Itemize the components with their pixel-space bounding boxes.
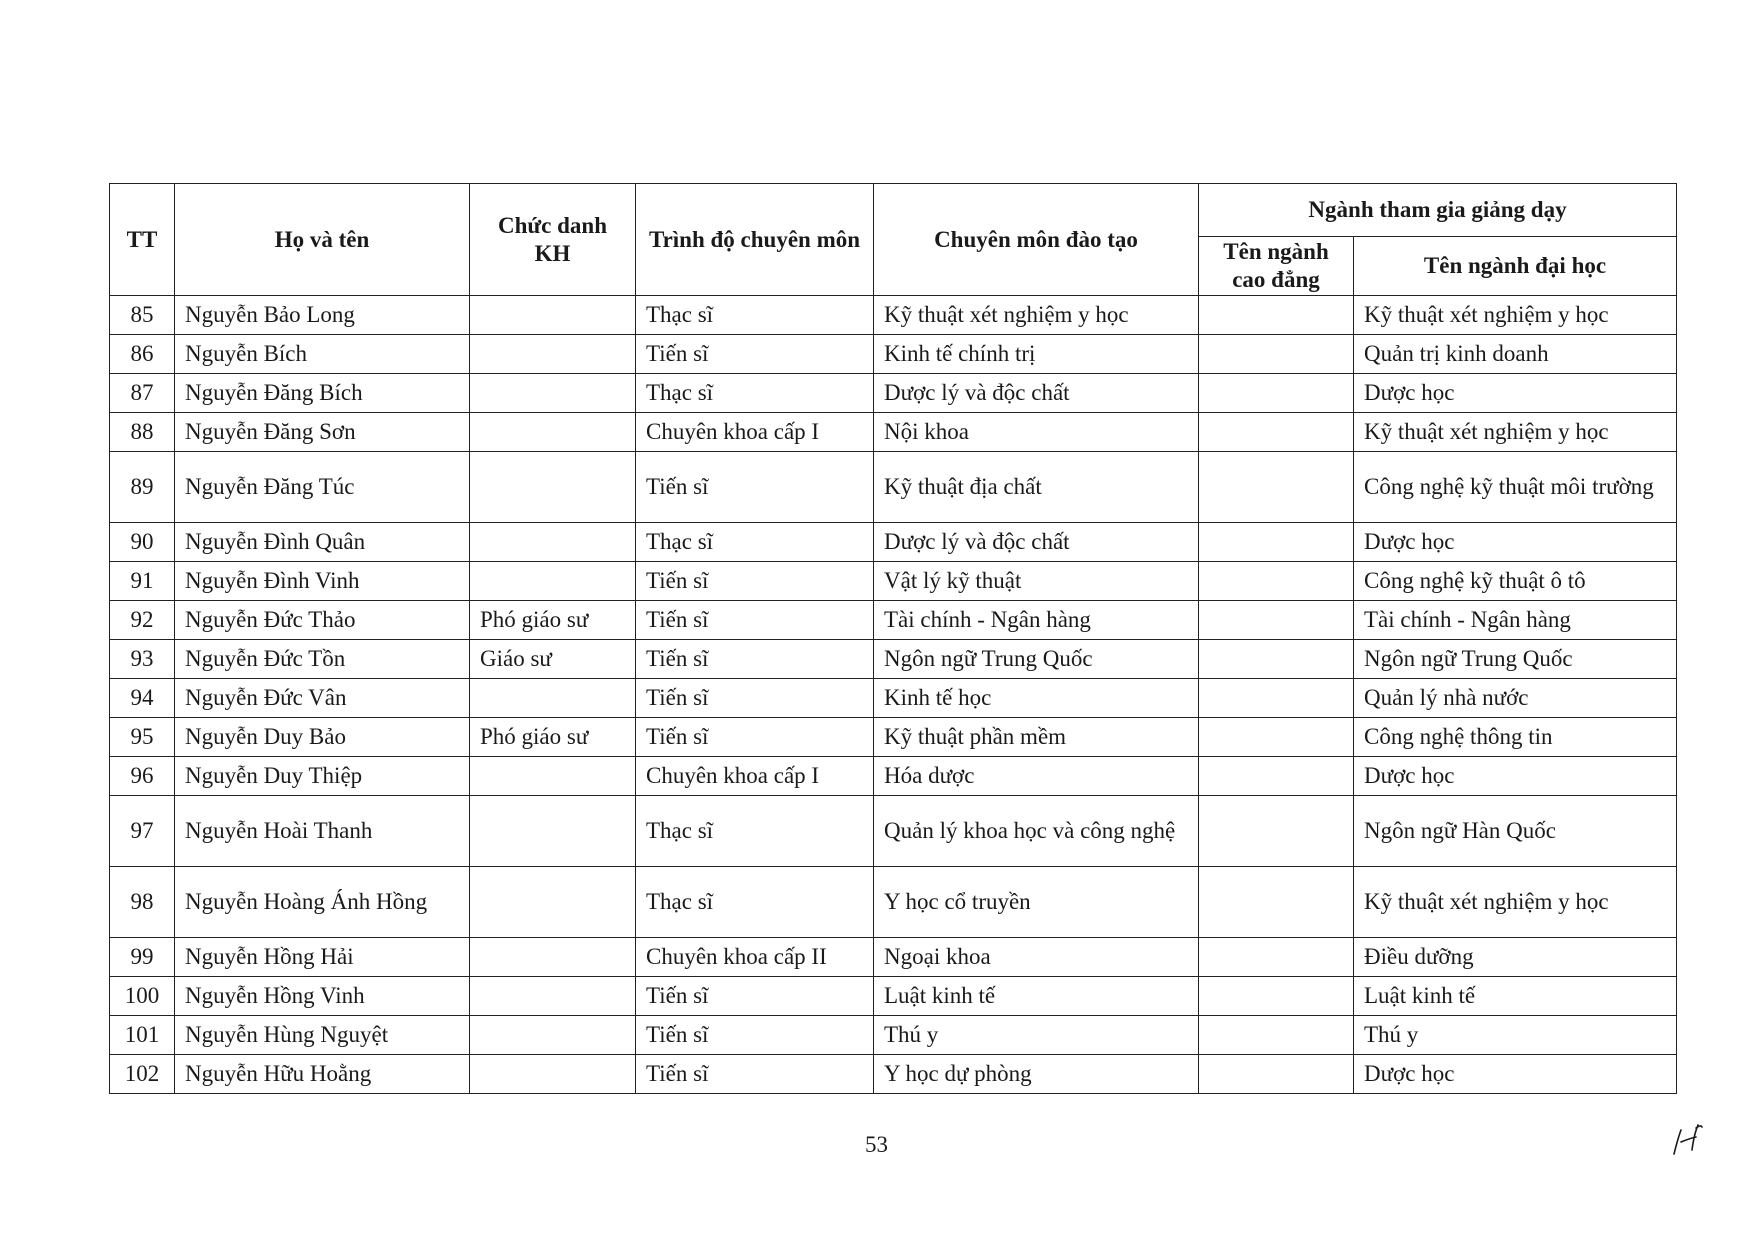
table-row [110,374,1677,413]
table-row [110,413,1677,452]
cell-university-major: Kỹ thuật xét nghiệm y học [1354,413,1677,452]
cell-academic-title [470,867,636,938]
table-row [110,796,1677,867]
header-specialty: Chuyên môn đào tạo [874,184,1199,296]
cell-academic-title [470,374,636,413]
cell-tt: 95 [110,718,175,757]
table-body [110,296,1677,1094]
cell-tt: 92 [110,601,175,640]
cell-degree: Thạc sĩ [636,296,874,335]
table-row [110,452,1677,523]
cell-university-major: Ngôn ngữ Trung Quốc [1354,640,1677,679]
cell-tt: 96 [110,757,175,796]
cell-name: Nguyễn Duy Thiệp [175,757,470,796]
cell-degree: Tiến sĩ [636,1055,874,1094]
cell-college-major [1199,679,1354,718]
cell-college-major [1199,1055,1354,1094]
cell-specialty: Nội khoa [874,413,1199,452]
cell-specialty: Kỹ thuật phần mềm [874,718,1199,757]
cell-college-major [1199,977,1354,1016]
cell-academic-title: Phó giáo sư [470,601,636,640]
cell-college-major [1199,413,1354,452]
cell-university-major: Dược học [1354,374,1677,413]
cell-degree: Thạc sĩ [636,523,874,562]
cell-specialty: Kinh tế chính trị [874,335,1199,374]
cell-tt: 87 [110,374,175,413]
table-row [110,679,1677,718]
cell-academic-title [470,796,636,867]
cell-university-major: Dược học [1354,1055,1677,1094]
cell-degree: Thạc sĩ [636,374,874,413]
cell-degree: Tiến sĩ [636,562,874,601]
cell-university-major: Dược học [1354,757,1677,796]
cell-academic-title [470,1016,636,1055]
cell-academic-title [470,523,636,562]
cell-university-major: Thú y [1354,1016,1677,1055]
handwritten-initial-icon [1666,1120,1706,1160]
table-header [110,184,1677,296]
cell-university-major: Điều dưỡng [1354,938,1677,977]
cell-college-major [1199,374,1354,413]
cell-degree: Tiến sĩ [636,335,874,374]
cell-specialty: Y học dự phòng [874,1055,1199,1094]
table-row [110,562,1677,601]
cell-tt: 98 [110,867,175,938]
cell-name: Nguyễn Hoài Thanh [175,796,470,867]
cell-degree: Chuyên khoa cấp I [636,413,874,452]
cell-academic-title [470,757,636,796]
cell-tt: 93 [110,640,175,679]
cell-tt: 89 [110,452,175,523]
header-teaching-group: Ngành tham gia giảng dạy [1199,184,1677,237]
cell-degree: Thạc sĩ [636,796,874,867]
cell-name: Nguyễn Bích [175,335,470,374]
cell-university-major: Công nghệ kỹ thuật ô tô [1354,562,1677,601]
cell-academic-title [470,977,636,1016]
cell-academic-title [470,452,636,523]
cell-name: Nguyễn Hoàng Ánh Hồng [175,867,470,938]
cell-academic-title: Giáo sư [470,640,636,679]
cell-specialty: Vật lý kỹ thuật [874,562,1199,601]
cell-academic-title [470,296,636,335]
cell-name: Nguyễn Đăng Sơn [175,413,470,452]
table-row [110,977,1677,1016]
cell-college-major [1199,718,1354,757]
cell-academic-title: Phó giáo sư [470,718,636,757]
header-title: Chức danh KH [470,184,636,296]
page-number: 53 [865,1132,888,1157]
cell-name: Nguyễn Bảo Long [175,296,470,335]
cell-college-major [1199,640,1354,679]
cell-specialty: Ngôn ngữ Trung Quốc [874,640,1199,679]
cell-university-major: Công nghệ kỹ thuật môi trường [1354,452,1677,523]
cell-tt: 100 [110,977,175,1016]
table-row [110,1055,1677,1094]
header-college-major: Tên ngành cao đẳng [1199,237,1354,296]
cell-university-major: Kỹ thuật xét nghiệm y học [1354,867,1677,938]
table-row [110,523,1677,562]
header-university-major: Tên ngành đại học [1354,237,1677,296]
cell-specialty: Dược lý và độc chất [874,374,1199,413]
cell-college-major [1199,523,1354,562]
cell-specialty: Quản lý khoa học và công nghệ [874,796,1199,867]
cell-academic-title [470,413,636,452]
cell-university-major: Luật kinh tế [1354,977,1677,1016]
cell-name: Nguyễn Đăng Bích [175,374,470,413]
cell-college-major [1199,601,1354,640]
cell-tt: 101 [110,1016,175,1055]
table-row [110,867,1677,938]
table-row [110,335,1677,374]
cell-degree: Tiến sĩ [636,640,874,679]
cell-degree: Tiến sĩ [636,452,874,523]
cell-specialty: Ngoại khoa [874,938,1199,977]
cell-university-major: Quản lý nhà nước [1354,679,1677,718]
cell-college-major [1199,1016,1354,1055]
cell-degree: Tiến sĩ [636,1016,874,1055]
cell-specialty: Y học cổ truyền [874,867,1199,938]
cell-specialty: Tài chính - Ngân hàng [874,601,1199,640]
cell-tt: 86 [110,335,175,374]
table-row [110,757,1677,796]
cell-specialty: Hóa dược [874,757,1199,796]
table-row [110,1016,1677,1055]
cell-degree: Tiến sĩ [636,601,874,640]
cell-college-major [1199,938,1354,977]
cell-degree: Tiến sĩ [636,718,874,757]
cell-specialty: Dược lý và độc chất [874,523,1199,562]
cell-academic-title [470,335,636,374]
cell-name: Nguyễn Hồng Hải [175,938,470,977]
cell-name: Nguyễn Đức Thảo [175,601,470,640]
cell-university-major: Tài chính - Ngân hàng [1354,601,1677,640]
cell-college-major [1199,796,1354,867]
cell-name: Nguyễn Duy Bảo [175,718,470,757]
table-row [110,601,1677,640]
cell-college-major [1199,452,1354,523]
cell-name: Nguyễn Hùng Nguyệt [175,1016,470,1055]
cell-degree: Tiến sĩ [636,679,874,718]
cell-university-major: Ngôn ngữ Hàn Quốc [1354,796,1677,867]
header-tt: TT [110,184,175,296]
cell-academic-title [470,679,636,718]
cell-degree: Tiến sĩ [636,977,874,1016]
header-name: Họ và tên [175,184,470,296]
cell-name: Nguyễn Đức Vân [175,679,470,718]
cell-specialty: Kỹ thuật địa chất [874,452,1199,523]
header-degree: Trình độ chuyên môn [636,184,874,296]
cell-university-major: Kỹ thuật xét nghiệm y học [1354,296,1677,335]
cell-college-major [1199,296,1354,335]
cell-name: Nguyễn Đình Quân [175,523,470,562]
cell-college-major [1199,867,1354,938]
cell-tt: 85 [110,296,175,335]
cell-university-major: Quản trị kinh doanh [1354,335,1677,374]
table-row [110,640,1677,679]
lecturer-table [109,183,1677,1094]
cell-university-major: Dược học [1354,523,1677,562]
cell-college-major [1199,757,1354,796]
table-row [110,718,1677,757]
cell-degree: Chuyên khoa cấp II [636,938,874,977]
cell-academic-title [470,562,636,601]
cell-degree: Chuyên khoa cấp I [636,757,874,796]
cell-specialty: Kỹ thuật xét nghiệm y học [874,296,1199,335]
cell-name: Nguyễn Đình Vinh [175,562,470,601]
cell-academic-title [470,938,636,977]
cell-university-major: Công nghệ thông tin [1354,718,1677,757]
table-row [110,296,1677,335]
cell-name: Nguyễn Hữu Hoằng [175,1055,470,1094]
cell-specialty: Thú y [874,1016,1199,1055]
cell-tt: 90 [110,523,175,562]
cell-college-major [1199,335,1354,374]
cell-name: Nguyễn Đức Tồn [175,640,470,679]
cell-tt: 102 [110,1055,175,1094]
cell-specialty: Kinh tế học [874,679,1199,718]
cell-tt: 97 [110,796,175,867]
cell-specialty: Luật kinh tế [874,977,1199,1016]
cell-degree: Thạc sĩ [636,867,874,938]
cell-college-major [1199,562,1354,601]
cell-tt: 99 [110,938,175,977]
cell-tt: 88 [110,413,175,452]
cell-name: Nguyễn Hồng Vinh [175,977,470,1016]
table-row [110,938,1677,977]
cell-name: Nguyễn Đăng Túc [175,452,470,523]
cell-tt: 94 [110,679,175,718]
cell-tt: 91 [110,562,175,601]
cell-academic-title [470,1055,636,1094]
